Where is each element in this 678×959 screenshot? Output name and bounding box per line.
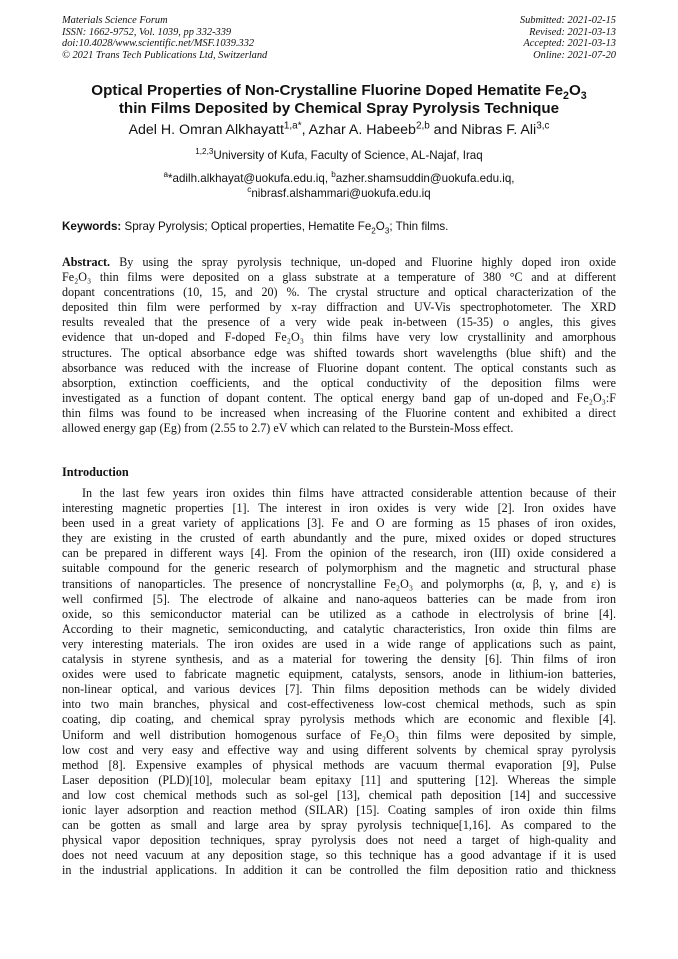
journal-header-left — [62, 15, 267, 61]
keywords: Keywords: Spray Pyrolysis; Optical properties, Hematite $Fe_2O_3$; Thin films. — [62, 220, 449, 236]
online-date: Online: 2021-07-20 — [533, 49, 616, 61]
intro-line: does not need vacuum at any deposition stage, so this technique has a good advantage if it is used — [62, 848, 616, 863]
intro-line: in the industrial applications. In addition it can be controlled the film deposition ratio and thickness — [62, 863, 616, 878]
submitted-date: Submitted: 2021-02-15 — [519, 15, 616, 26]
email-line-1: $^a$*adilh.alkhayat@uokufa.edu.iq, $^b$azher.shamsuddin@uokufa.edu.iq, — [163, 170, 515, 185]
abstract-line: dopant concentrations (10, 15, and 20) %. The crystal structure and optical characterization of the — [62, 285, 616, 300]
intro-line: oxide, so this semiconductor material can be utilized as a cathode in electrolysis of brine [4]. — [62, 606, 616, 621]
abstract-line: thin films was found to be increased when increasing of the Fluorine content and exhibited a direct — [62, 405, 616, 420]
intro-line: can be gotten as small and large area by spray pyrolysis technique[1,16]. As compared to the — [62, 818, 616, 833]
introduction-body — [62, 486, 616, 878]
intro-line: In the last few years iron oxides thin films have attracted considerable attention because of their — [82, 486, 616, 500]
intro-line: transitions of nanoparticles. The presence of noncrystalline Fe₂O₃ and polymorphs (α, β, γ, and ε) is — [62, 576, 616, 591]
intro-line: can be prepared in different ways [4]. From the opinion of the research, iron (III) oxide considered a — [62, 546, 616, 561]
author-list: Adel H. Omran Alkhayatt$^{1,a*}$, Azhar A. Habeeb$^{2,b}$ and Nibras F. Ali$^{3,c}$ — [128, 120, 550, 138]
intro-line: oxides were used to fabricate magnetic equipment, catalysts, sensors, anode in lithium-ion batteries, — [62, 667, 616, 682]
intro-line: coating, dip coating, and chemical spray pyrolysis methods which are economic and flexible [4]. — [62, 712, 616, 727]
intro-line: According to their magnetic, semiconducting, and catalytic characteristics, Iron oxide thin films are — [62, 621, 616, 636]
intro-line: method [8]. Expensive examples of physical methods are vacuum thermal evaporation [9], Pulse — [62, 757, 616, 772]
abstract-line: structures. The optical absorbance edge was shifted towards short wavelengths (blue shift) and the — [62, 345, 616, 360]
keywords-label: Keywords: — [62, 220, 122, 233]
intro-line: catalysis in styrene synthesis, and as a material for towering the density [6]. Thin films of iron — [62, 652, 616, 667]
intro-line: ionic layer adsorption and reaction method (SILAR) [15]. Coating samples of iron oxide thin films — [62, 802, 616, 817]
introduction-heading: Introduction — [62, 465, 129, 479]
journal-doi: doi:10.4028/www.scientific.net/MSF.1039.332 — [62, 38, 255, 49]
revised-date: Revised: 2021-03-13 — [529, 26, 616, 38]
affiliation: $^{1,2,3}$University of Kufa, Faculty of Science, AL-Najaf, Iraq — [195, 147, 483, 162]
intro-line: into two main branches, physical and cost-effectiveness low-cost chemical methods, such as spin — [62, 697, 616, 712]
intro-line: interesting magnetic properties [1]. The interest in iron oxides is very wide [2]. Iron oxides have — [62, 501, 616, 516]
abstract-line: evidence that un-doped and F-doped Fe₂O₃ thin films have very low crystallinity and amorphous — [62, 330, 616, 345]
intro-line: been used in a great variety of applications [3]. Fe and O are forming as 15 phases of iron oxides, — [62, 516, 616, 531]
intro-line: suitable compound for the generic research of polymorphism and the magnetic and structural phase — [62, 561, 616, 576]
journal-header-right — [520, 15, 616, 61]
intro-line: well confirmed [5]. The electrode of alkaine and nano-aqueos batteries can be made from iron — [62, 591, 616, 606]
accepted-date: Accepted: 2021-03-13 — [523, 38, 616, 49]
title-line-2: thin Films Deposited by Chemical Spray Pyrolysis Technique — [118, 100, 560, 117]
abstract-line: investigated as a function of dopant content. The optical energy band gap of un-doped and Fe₂O₃:F — [62, 390, 616, 405]
paper-title — [40, 82, 638, 118]
abstract-line: Abstract. By using the spray pyrolysis technique, un-doped and Fluorine highly doped iron oxide — [62, 255, 616, 269]
intro-line: very interesting materials. The iron oxides are used in a wide range of applications such as paint, — [62, 636, 616, 651]
author-emails — [40, 171, 638, 201]
intro-line: they are existing in the crusted of earth abundantly and the pure, mixed oxides or doped structures — [62, 531, 616, 546]
intro-line: low cost and very easy and effective way and using different solvents by chemical spray pyrolysis — [62, 742, 616, 757]
intro-line: Uniform and well distribution homogenous surface of Fe₂O₃ thin films were deposited by simple, — [62, 727, 616, 742]
title-line-1: Optical Properties of Non-Crystalline Fluorine Doped Hematite $Fe_2O_3$ — [91, 82, 587, 103]
journal-copyright: © 2021 Trans Tech Publications Ltd, Switzerland — [62, 49, 268, 61]
abstract-line: absorbance was reduced with the increase of Fluorine dopant content. The optical constants such as — [62, 360, 616, 375]
abstract-line: allowed energy gap (Eg) from (2.55 to 2.7) eV which can related to the Burstein-Moss effect. — [62, 421, 514, 436]
journal-issn: ISSN: 1662-9752, Vol. 1039, pp 332-339 — [62, 26, 232, 38]
email-line-2: $^c$nibrasf.alshammari@uokufa.edu.iq — [247, 185, 431, 200]
intro-line: physical vapor deposition techniques, spray pyrolysis does not need a target of high-quality and — [62, 833, 616, 848]
abstract-label: Abstract. — [62, 255, 111, 269]
abstract-line: absorption, extinction coefficients, and the optical conductivity of the deposition films were — [62, 375, 616, 390]
abstract-line: results revealed that the presence of a very wide peak in-between (15-35) o angles, this gives — [62, 315, 616, 330]
journal-name: Materials Science Forum — [62, 15, 168, 26]
abstract — [62, 255, 616, 436]
abstract-line: deposited thin film were performed by x-ray diffraction and UV-Vis spectrophotometer. The XRD — [62, 300, 616, 315]
intro-line: and low cost chemical methods such as sol-gel [13], chemical path deposition [14] and successive — [62, 787, 616, 802]
abstract-line: Fe₂O₃ thin films were deposited on a glass substrate at a temperature of 380 °C and at different — [62, 270, 616, 285]
intro-line: non-linear optical, and various devices [7]. Thin films deposition methods can be widely divided — [62, 682, 616, 697]
intro-line: Laser deposition (PLD)[10], molecular beam epitaxy [11] and sputtering [12]. Whereas the simple — [62, 772, 616, 787]
